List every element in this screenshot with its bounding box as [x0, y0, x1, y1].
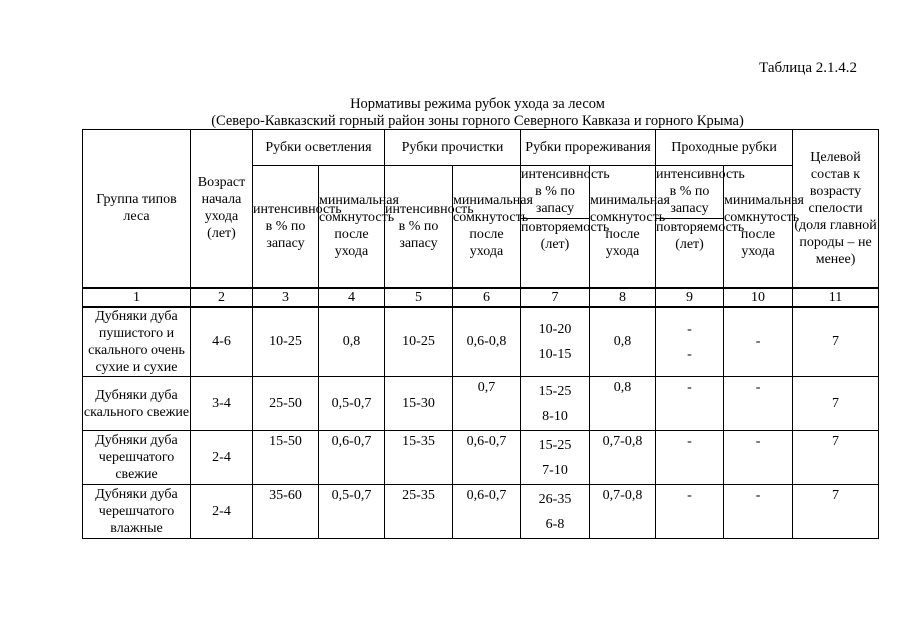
cell-value: -	[656, 485, 724, 539]
header-min-closure: минимальная сомкнутость после ухода	[590, 166, 656, 288]
cell-pair	[521, 431, 590, 485]
cell-value: -	[656, 377, 724, 431]
cell-value: 7-10	[542, 462, 568, 478]
cell-value: -	[724, 307, 793, 377]
cell-value: 0,8	[590, 307, 656, 377]
cell-value: -	[724, 485, 793, 539]
title-line-2: (Северо-Кавказский горный район зоны горного Северного Кавказа и горного Крыма)	[211, 113, 744, 129]
cell-group: Дубняки дуба пушистого и скального очень сухие и сухие	[83, 307, 191, 377]
cell-age: 4-6	[191, 307, 253, 377]
table-row	[83, 307, 879, 377]
table-number-label: Таблица 2.1.4.2	[759, 60, 857, 76]
header-osvetlenie: Рубки осветления	[253, 130, 385, 166]
header-prorezhivaniya: Рубки прореживания	[521, 130, 656, 166]
column-number: 4	[319, 288, 385, 307]
cell-value: 25-50	[253, 377, 319, 431]
cell-value: 10-25	[253, 307, 319, 377]
cell-pair	[656, 307, 724, 377]
norms-table	[82, 129, 879, 539]
header-intensity: интенсивность в % по запасу	[521, 166, 589, 219]
cell-value: 0,7-0,8	[590, 485, 656, 539]
title-line-1: Нормативы режима рубок ухода за лесом	[350, 96, 605, 112]
cell-value: -	[687, 346, 692, 362]
header-age: Возраст начала ухода (лет)	[191, 130, 253, 288]
document-title	[0, 96, 905, 130]
cell-value: 7	[793, 377, 879, 431]
cell-value: 0,8	[319, 307, 385, 377]
header-min-closure: минимальная сомкнутость после ухода	[319, 166, 385, 288]
cell-value: 0,5-0,7	[319, 485, 385, 539]
cell-pair	[521, 377, 590, 431]
cell-group: Дубняки дуба черешчатого влажные	[83, 485, 191, 539]
cell-value: 10-20	[538, 321, 572, 337]
header-intensity: интенсивность в % по запасу	[385, 166, 453, 288]
table-row	[83, 377, 879, 431]
cell-value: 0,6-0,7	[319, 431, 385, 485]
column-number: 7	[521, 288, 590, 307]
column-number: 11	[793, 288, 879, 307]
cell-value: 7	[793, 485, 879, 539]
cell-value: 0,6-0,8	[453, 307, 521, 377]
cell-pair	[521, 485, 590, 539]
cell-value: 26-35	[538, 491, 572, 507]
header-intensity-repeat	[656, 166, 745, 288]
cell-value: 6-8	[545, 516, 565, 532]
cell-group: Дубняки дуба черешчатого свежие	[83, 431, 191, 485]
header-min-closure: минимальная сомкнутость после ухода	[453, 166, 521, 288]
cell-value: 25-35	[385, 485, 453, 539]
cell-age: 2-4	[191, 431, 253, 485]
cell-value: -	[724, 377, 793, 431]
column-number: 6	[453, 288, 521, 307]
header-repeat: повторяемость (лет)	[656, 220, 745, 252]
cell-value: 7	[793, 307, 879, 377]
cell-value: 15-35	[385, 431, 453, 485]
cell-value: -	[687, 321, 692, 337]
column-number: 8	[590, 288, 656, 307]
header-repeat: повторяемость (лет)	[521, 220, 610, 252]
table-row	[83, 431, 879, 485]
cell-value: -	[724, 431, 793, 485]
cell-value: 7	[793, 431, 879, 485]
cell-value: 0,6-0,7	[453, 485, 521, 539]
header-target: Целевой состав к возрасту спелости (доля главной породы – не менее)	[793, 130, 879, 288]
cell-value: 10-15	[538, 346, 572, 362]
cell-value: 0,8	[590, 377, 656, 431]
cell-value: 15-25	[538, 383, 572, 399]
cell-value: 0,5-0,7	[319, 377, 385, 431]
column-number: 9	[656, 288, 724, 307]
cell-value: 0,7	[453, 377, 521, 431]
cell-value: 10-25	[385, 307, 453, 377]
cell-value: 8-10	[542, 408, 568, 424]
cell-value: 0,6-0,7	[453, 431, 521, 485]
cell-value: 15-50	[253, 431, 319, 485]
header-group: Группа типов леса	[83, 130, 191, 288]
cell-value: 15-25	[538, 437, 572, 453]
column-number: 2	[191, 288, 253, 307]
header-intensity: интенсивность в % по запасу	[253, 166, 319, 288]
cell-value: 15-30	[385, 377, 453, 431]
cell-value: 0,7-0,8	[590, 431, 656, 485]
header-min-closure: минимальная сомкнутость после ухода	[724, 166, 793, 288]
cell-age: 2-4	[191, 485, 253, 539]
cell-value: -	[656, 431, 724, 485]
column-number: 5	[385, 288, 453, 307]
table-row	[83, 485, 879, 539]
cell-age: 3-4	[191, 377, 253, 431]
cell-value: 35-60	[253, 485, 319, 539]
cell-group: Дубняки дуба скального свежие	[83, 377, 191, 431]
header-prohodnye: Проходные рубки	[656, 130, 793, 166]
cell-pair	[521, 307, 590, 377]
header-prochistki: Рубки прочистки	[385, 130, 521, 166]
column-number: 10	[724, 288, 793, 307]
column-number: 1	[83, 288, 191, 307]
header-intensity-repeat	[521, 166, 610, 288]
column-number: 3	[253, 288, 319, 307]
header-intensity: интенсивность в % по запасу	[656, 166, 723, 219]
